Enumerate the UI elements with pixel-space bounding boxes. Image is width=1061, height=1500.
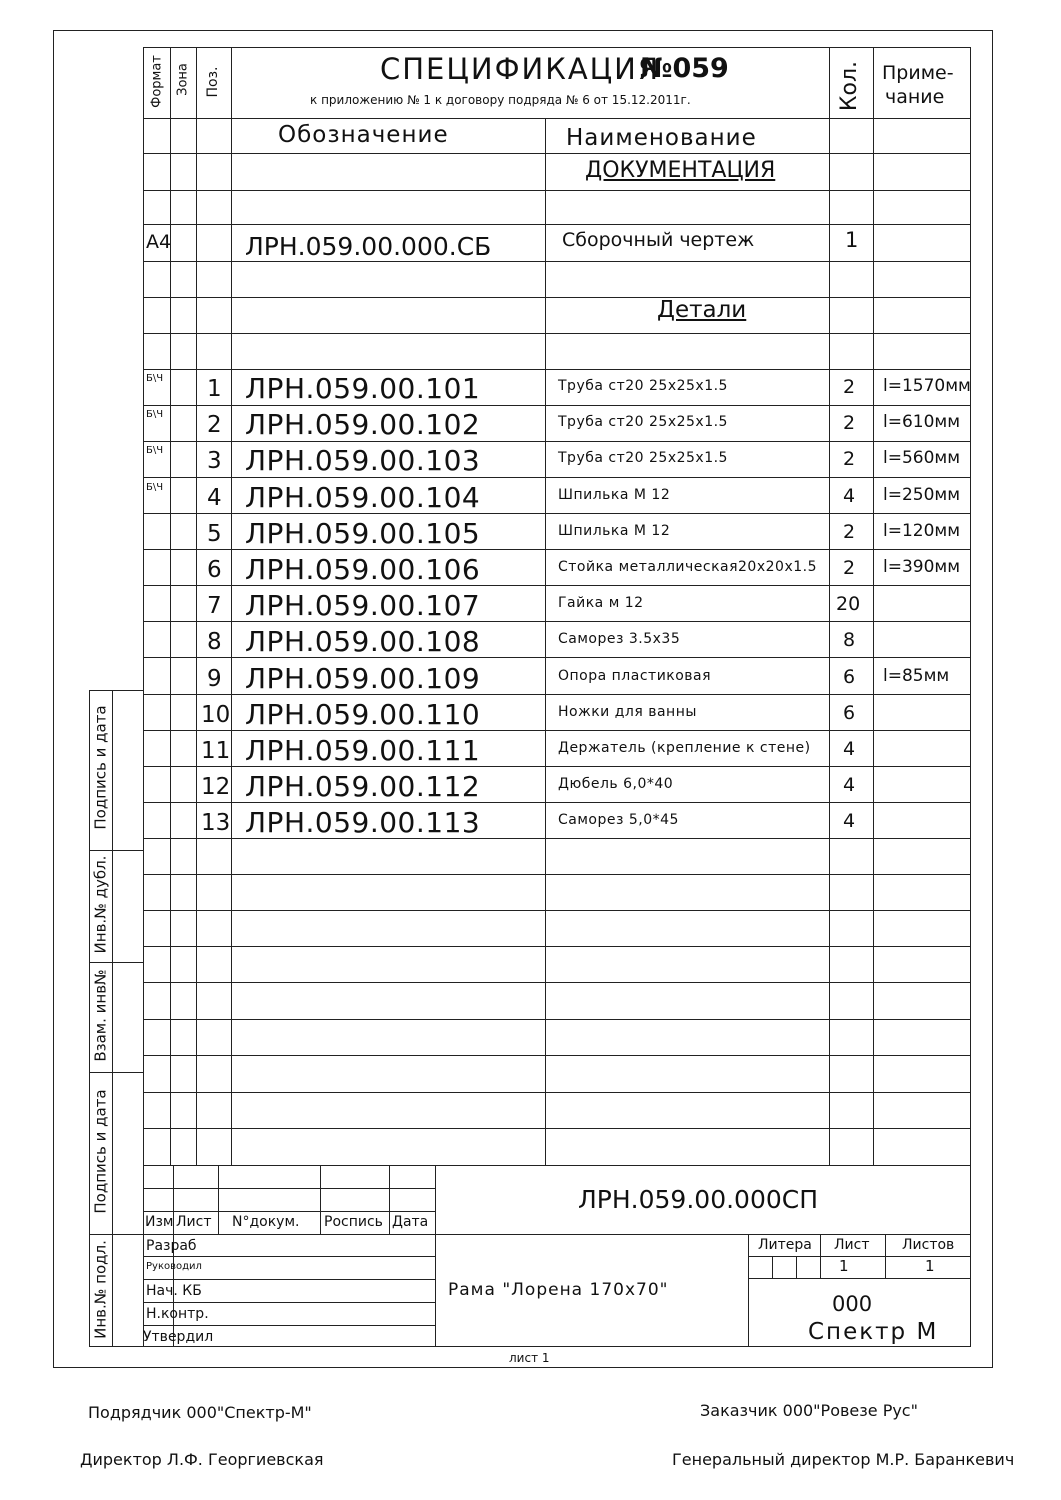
item-designation: ЛРН.059.00.104 [245,480,481,514]
item-designation: ЛРН.059.00.110 [245,697,481,731]
item-name: Труба ст20 25х25х1.5 [558,378,728,394]
item-qty: 6 [843,701,856,724]
item-qty: 2 [843,557,856,579]
row-divider [143,224,971,225]
role-nach-kb: Нач. КБ [146,1283,202,1299]
item-format: Б\Ч [146,445,164,457]
item-designation: ЛРН.059.00.111 [245,734,481,767]
item-name: Труба ст20 25х25х1.5 [558,414,728,431]
contractor-label: Подрядчик 000"Спектр-М" [88,1403,312,1422]
item-qty: 4 [843,484,856,507]
item-pos: 12 [201,774,231,801]
item-name: Саморез 3.5х35 [558,631,681,648]
item-designation: ЛРН.059.00.105 [245,516,481,550]
item-pos: 6 [207,557,222,583]
doc-name: Сборочный чертеж [562,229,755,251]
row-divider [143,261,971,262]
spec-number: №059 [640,53,729,84]
item-name: Стойка металлическая20х20х1.5 [558,559,817,575]
row-divider [143,405,971,406]
item-name: Опора пластиковая [558,667,712,684]
page-label: лист 1 [509,1351,550,1365]
row-divider [143,441,971,442]
item-format: Б\Ч [146,409,164,421]
item-pos: 4 [207,484,222,511]
row-divider [143,153,971,154]
item-qty: 4 [843,774,856,797]
row-divider [143,910,971,911]
director-label: Директор Л.Ф. Георгиевская [80,1450,324,1469]
side-sign-date-2: Подпись и дата [91,1089,110,1214]
side-inv-podl: Инв.№ подл. [91,1240,110,1339]
role-utverdil: Утвердил [143,1329,214,1345]
section-documentation: ДОКУМЕНТАЦИЯ [585,158,776,183]
row-divider [143,874,971,875]
col-sign: Роспись [324,1214,383,1230]
side-vzam-inv: Взам. инв№ [91,969,110,1062]
row-divider [143,1128,971,1129]
item-pos: 5 [207,520,222,547]
row-divider [143,297,971,298]
item-designation: ЛРН.059.00.107 [245,589,481,623]
item-name: Гайка м 12 [558,595,644,612]
item-format: Б\Ч [146,481,164,493]
col-note-header-1: Приме- [882,62,954,84]
item-designation: ЛРН.059.00.113 [245,806,481,840]
item-pos: 3 [207,448,222,475]
item-note: l=390мм [883,557,961,577]
item-qty: 2 [843,448,856,471]
role-rukovodil: Руководил [146,1261,202,1272]
item-note: l=85мм [883,665,950,686]
col-note-header-2: чание [885,86,945,108]
role-n-kontr: Н.контр. [146,1306,209,1322]
item-qty: 8 [843,629,856,652]
product-name: Рама "Лорена 170х70" [448,1280,669,1300]
side-inv-dubl: Инв.№ дубл. [91,855,110,954]
item-pos: 8 [207,629,222,656]
item-designation: ЛРН.059.00.112 [245,770,481,804]
item-name: Шпилька М 12 [558,522,671,539]
item-designation: ЛРН.059.00.103 [245,444,481,478]
item-name: Дюбель 6,0*40 [558,776,674,793]
item-note: l=610мм [883,412,961,433]
item-designation: ЛРН.059.00.108 [245,625,481,659]
col-list: Лист [176,1214,212,1230]
gen-director-label: Генеральный директор М.Р. Баранкевич [672,1450,1015,1469]
row-divider [143,190,971,191]
sheets-value: 1 [925,1257,935,1275]
role-razrab: Разраб [146,1238,197,1254]
item-qty: 2 [843,412,856,435]
item-name: Саморез 5,0*45 [558,812,679,829]
item-designation: ЛРН.059.00.106 [245,553,481,586]
item-note: l=250мм [883,484,961,505]
sheet-label: Лист [834,1237,870,1253]
item-note: l=120мм [883,520,961,541]
row-divider [143,1055,971,1056]
item-note: l=560мм [883,448,961,469]
customer-label: Заказчик 000"Ровезе Рус" [700,1401,918,1420]
row-divider [143,369,971,370]
item-designation: ЛРН.059.00.101 [245,372,481,405]
item-qty: 4 [843,810,856,833]
col-designation-header: Обозначение [278,122,449,148]
sheet-value: 1 [839,1257,849,1275]
item-qty: 6 [843,665,856,688]
col-date: Дата [392,1214,429,1230]
row-divider [143,1092,971,1093]
row-divider [143,333,971,334]
company-line-1: 000 [832,1292,873,1316]
item-name: Ножки для ванны [558,703,697,720]
col-izm: Изм [145,1214,174,1230]
doc-format: А4 [146,231,172,253]
item-note: l=1570мм [883,376,971,396]
row-divider [143,477,971,478]
item-qty: 2 [843,376,856,398]
col-ndoc: N°докум. [232,1214,300,1230]
item-designation: ЛРН.059.00.102 [245,408,481,442]
spec-title: СПЕЦИФИКАЦИЯ [380,52,661,86]
item-pos: 2 [207,412,222,439]
title-block-code: ЛРН.059.00.000СП [578,1185,819,1214]
company-line-2: Спектр М [808,1319,939,1345]
litera-label: Литера [758,1237,812,1253]
col-zone-header: Зона [175,63,191,96]
col-pos-header: Поз. [205,66,221,98]
item-pos: 10 [201,701,231,728]
item-pos: 9 [207,665,222,692]
item-pos: 11 [201,738,231,764]
item-qty: 2 [843,520,856,543]
item-pos: 7 [207,593,222,620]
item-qty: 4 [843,738,856,760]
row-divider [143,982,971,983]
row-divider [143,946,971,947]
item-designation: ЛРН.059.00.109 [245,661,481,695]
doc-designation: ЛРН.059.00.000.СБ [245,232,492,261]
sheets-label: Листов [902,1237,955,1253]
side-sign-date-1: Подпись и дата [91,705,110,830]
col-name-header: Наименование [566,125,757,151]
item-format: Б\Ч [146,373,164,384]
col-format-header: Формат [149,55,165,108]
item-qty: 20 [836,593,861,616]
row-divider [143,1019,971,1020]
item-name: Шпилька М 12 [558,486,671,503]
item-pos: 13 [201,810,231,837]
item-name: Держатель (крепление к стене) [558,740,811,756]
spec-subtitle: к приложению № 1 к договору подряда № 6 от 15.12.2011г. [310,93,691,107]
item-name: Труба ст20 25х25х1.5 [558,450,728,467]
section-details: Детали [657,297,747,323]
doc-qty: 1 [845,228,859,252]
item-pos: 1 [207,376,222,402]
col-qty-header: Кол. [837,60,862,112]
